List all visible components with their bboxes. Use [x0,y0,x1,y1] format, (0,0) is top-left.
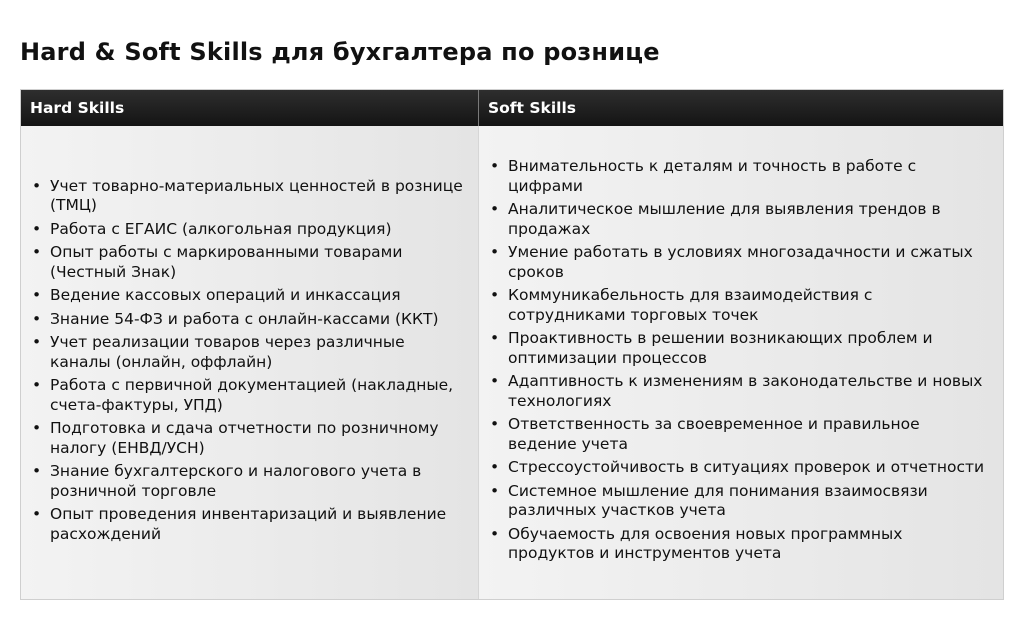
hard-skill-item: • Знание бухгалтерского и налогового учета в розничной торговле [31,462,464,501]
hard-skills-cell [21,126,479,599]
soft-skill-item: • Коммуникабельность для взаимодействия с сотрудниками торговых точек [489,286,989,325]
soft-skill-item: • Ответственность за своевременное и правильное ведение учета [489,415,989,454]
page-title: Hard & Soft Skills для бухгалтера по рознице [20,38,660,66]
table-header-row [21,90,1003,126]
soft-skill-item: • Адаптивность к изменениям в законодательстве и новых технологиях [489,372,989,411]
hard-skill-item: • Работа с ЕГАИС (алкогольная продукция) [31,220,464,240]
soft-skill-item: • Обучаемость для освоения новых программных продуктов и инструментов учета [489,525,989,564]
skills-table [20,89,1004,600]
soft-skills-cell [479,126,1003,599]
soft-skills-list [479,157,1003,568]
hard-skill-item: • Знание 54-ФЗ и работа с онлайн-кассами (ККТ) [31,310,464,330]
hard-skill-item: • Опыт проведения инвентаризаций и выявление расхождений [31,505,464,544]
soft-skills-header: Soft Skills [488,99,576,117]
hard-skill-item: • Опыт работы с маркированными товарами (Честный Знак) [31,243,464,282]
hard-skill-item: • Ведение кассовых операций и инкассация [31,286,464,306]
soft-skill-item: • Умение работать в условиях многозадачности и сжатых сроков [489,243,989,282]
soft-skill-item: • Внимательность к деталям и точность в работе с цифрами [489,157,989,196]
table-body-row [21,126,1003,599]
soft-skill-item: • Аналитическое мышление для выявления трендов в продажах [489,200,989,239]
hard-skills-list [21,177,478,549]
soft-skill-item: • Проактивность в решении возникающих проблем и оптимизации процессов [489,329,989,368]
hard-skill-item: • Подготовка и сдача отчетности по розничному налогу (ЕНВД/УСН) [31,419,464,458]
soft-skill-item: • Стрессоустойчивость в ситуациях проверок и отчетности [489,458,989,478]
hard-skill-item: • Учет реализации товаров через различные каналы (онлайн, оффлайн) [31,333,464,372]
hard-skill-item: • Работа с первичной документацией (накладные, счета-фактуры, УПД) [31,376,464,415]
hard-skills-header: Hard Skills [21,90,479,126]
soft-skill-item: • Системное мышление для понимания взаимосвязи различных участков учета [489,482,989,521]
hard-skill-item: • Учет товарно-материальных ценностей в рознице (ТМЦ) [31,177,464,216]
